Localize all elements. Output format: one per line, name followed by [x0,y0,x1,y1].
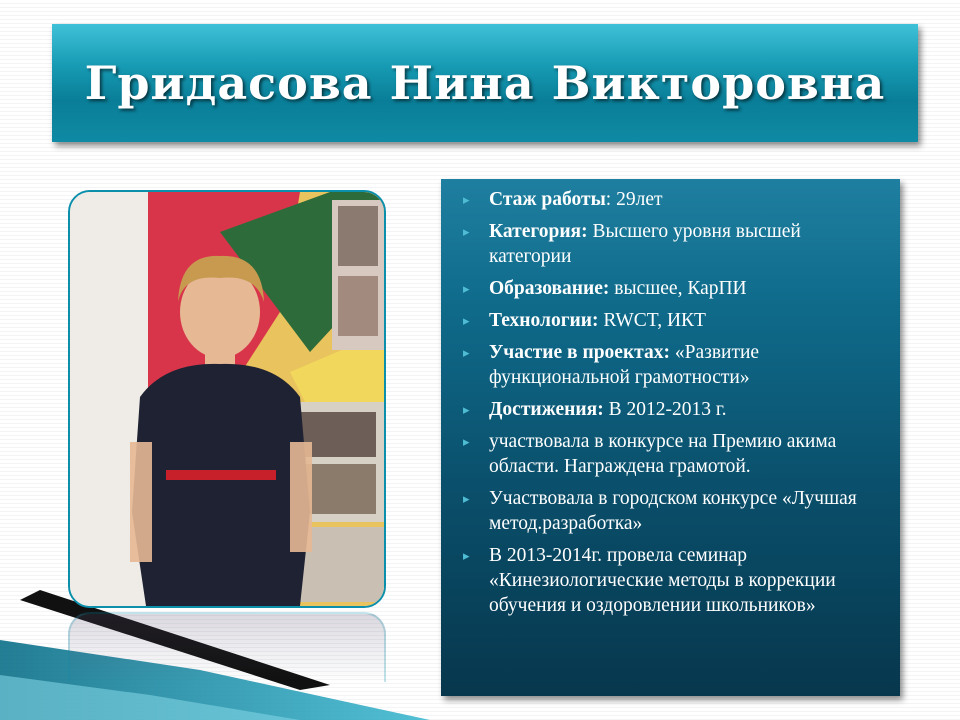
info-item-label: Образование: [489,278,610,299]
info-item-text: Высшего уровня высшей категории [489,221,801,267]
arrow-right-icon: ▸ [463,548,470,563]
info-list [463,187,886,618]
info-list-item [463,397,886,422]
info-list-item [463,543,886,618]
arrow-right-icon: ▸ [463,281,470,296]
info-item-text: «Развитие функциональной грамотности» [489,342,760,388]
portrait-photo [68,190,386,608]
arrow-right-icon: ▸ [463,313,470,328]
info-item-text: RWCT, ИКТ [603,310,706,331]
info-item-label: Технологии: [489,310,599,331]
arrow-right-icon: ▸ [463,192,470,207]
info-item-text: высшее, КарПИ [614,278,747,299]
info-list-item [463,486,886,536]
arrow-right-icon: ▸ [463,402,470,417]
info-panel [441,179,900,696]
arrow-right-icon: ▸ [463,224,470,239]
info-item-text: В 2013-2014г. провела семинар «Кинезиологические методы в коррекции обучения и оздоровлении школьников» [489,545,836,616]
title-bar [52,24,918,142]
info-list-item [463,429,886,479]
arrow-right-icon: ▸ [463,491,470,506]
info-item-separator: : [605,189,617,210]
info-list-item [463,340,886,390]
info-item-text: Участвовала в городском конкурсе «Лучшая метод.разработка» [489,488,857,534]
arrow-right-icon: ▸ [463,434,470,449]
photo-reflection [68,612,386,682]
info-list-item [463,187,886,212]
info-item-text: 29лет [616,189,663,210]
info-item-label: Участие в проектах: [489,342,670,363]
page-title: Гридасова Нина Викторовна [84,56,886,110]
info-item-label: Стаж работы [489,189,606,210]
info-list-item [463,276,886,301]
info-list-item [463,308,886,333]
info-item-label: Категория: [489,221,588,242]
info-list-item [463,219,886,269]
info-item-text: участвовала в конкурсе на Премию акима области. Награждена грамотой. [489,431,837,477]
arrow-right-icon: ▸ [463,345,470,360]
info-item-label: Достижения: [489,399,604,420]
info-item-text: В 2012-2013 г. [608,399,727,420]
